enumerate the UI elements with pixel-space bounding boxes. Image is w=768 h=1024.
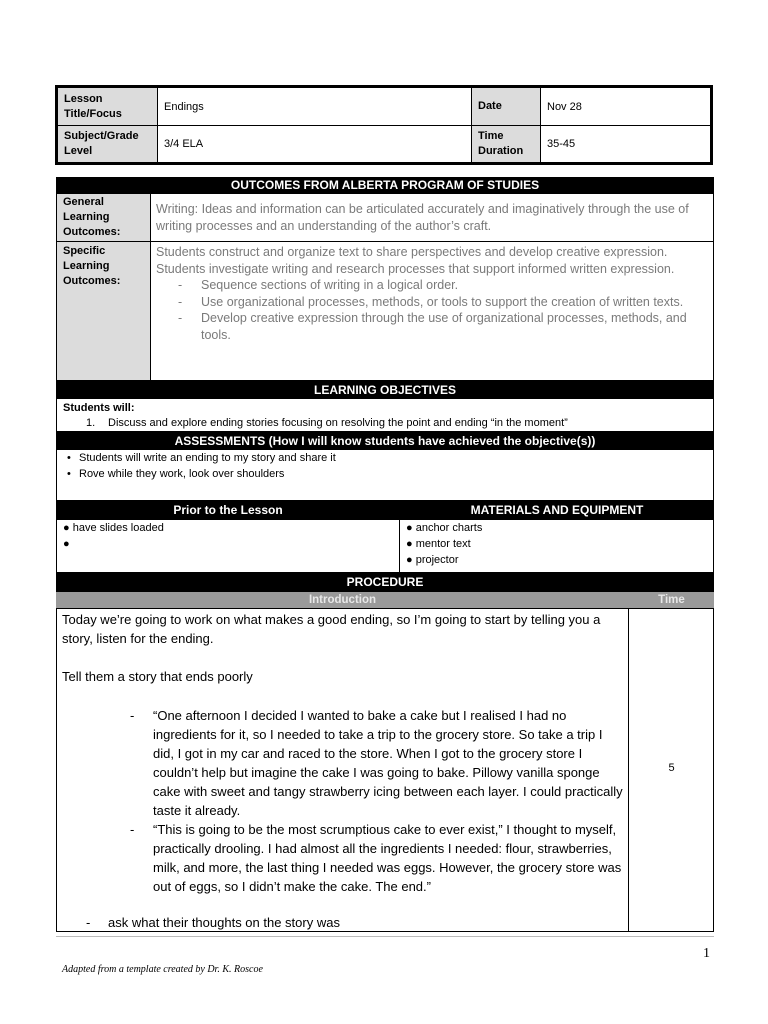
template-credit: Adapted from a template created by Dr. K. Roscoe <box>62 964 263 975</box>
procedure-instruction: Tell them a story that ends poorly <box>62 669 253 684</box>
list-item: - “One afternoon I decided I wanted to bake a cake but I realised I had no ingredients for it, so I needed to take a trip to the grocery store. So take a trip I did, I got in my car and raced to the store. When I got to the grocery store I couldn’t help but imagine the cake I was going to bake. Pillowy vanilla sponge cake with sweet and tangy strawberry icing between each layer. I could practically taste it already. <box>130 708 623 818</box>
dash-marker: - <box>130 708 135 723</box>
page-number: 1 <box>703 946 710 961</box>
materials-list <box>406 520 706 568</box>
dash-marker: - <box>178 311 183 325</box>
list-item: ● mentor text <box>406 538 471 550</box>
list-item: ● have slides loaded <box>63 522 164 534</box>
objective-number: 1. <box>86 417 96 429</box>
objective-item: Discuss and explore ending stories focusing on resolving the point and ending “in the moment” <box>108 417 568 429</box>
dash-marker: - <box>178 294 183 309</box>
prior-lesson-list <box>63 520 393 552</box>
procedure-time-value: 5 <box>668 762 675 774</box>
specific-outcome-line: Students construct and organize text to share perspectives and develop creative expression. <box>156 245 668 259</box>
specific-outcomes-label: Specific Learning Outcomes: <box>57 242 150 380</box>
date-value: Nov 28 <box>547 100 582 113</box>
list-item: ● projector <box>406 554 459 566</box>
bullet-marker: ● <box>406 554 416 566</box>
list-item: Rove while they work, look over shoulders <box>79 468 285 480</box>
specific-outcomes-text <box>156 244 708 343</box>
header-col-divider <box>540 88 541 162</box>
assessments-section-title: ASSESSMENTS (How I will know students have achieved the objective(s)) <box>56 432 714 450</box>
header-col-divider <box>157 88 158 162</box>
objectives-intro: Students will: <box>63 402 135 414</box>
list-item: - Sequence sections of writing in a logical order. <box>178 278 459 292</box>
list-item: ● anchor charts <box>406 522 483 534</box>
list-item <box>63 536 393 552</box>
dash-marker: - <box>130 822 135 837</box>
general-outcomes-label: General Learning Outcomes: <box>57 194 150 241</box>
procedure-opening: Today we’re going to work on what makes a good ending, so I’m going to start by telling you a story, listen for the ending. <box>62 612 601 646</box>
list-item: - Use organizational processes, methods, or tools to support the creation of written texts. <box>178 294 684 309</box>
list-item: - Develop creative expression through the use of organizational processes, methods, and tools. <box>178 311 687 342</box>
bullet-marker: ● <box>63 522 73 534</box>
time-header: Time <box>629 592 714 608</box>
lesson-title-label: Lesson Title/Focus <box>58 88 157 125</box>
header-row-divider <box>58 125 710 126</box>
footer-divider <box>56 936 714 937</box>
outcomes-section-title: OUTCOMES FROM ALBERTA PROGRAM OF STUDIES <box>56 177 714 194</box>
dash-marker: - <box>86 915 91 930</box>
bullet-marker: ● <box>63 538 70 550</box>
story-quotes <box>130 706 623 896</box>
general-outcomes-text: Writing: Ideas and information can be articulated accurately and imaginatively through the use of writing processes and an understanding of the author’s craft. <box>156 202 689 233</box>
dash-marker: - <box>178 278 183 292</box>
header-col-divider <box>471 88 472 162</box>
bullet-marker: ● <box>406 522 416 534</box>
subject-grade-value: 3/4 ELA <box>164 138 204 150</box>
outcomes-col-divider <box>150 241 151 381</box>
time-duration-value: 35-45 <box>547 138 576 150</box>
assessments-list <box>79 450 699 482</box>
introduction-header: Introduction <box>56 592 629 608</box>
specific-outcome-line: Students investigate writing and research processes that support informed written expression. <box>156 261 675 276</box>
time-duration-label: Time Duration <box>472 126 540 162</box>
bullet-marker: ● <box>406 538 416 550</box>
objectives-section-title: LEARNING OBJECTIVES <box>56 381 714 399</box>
materials-title: MATERIALS AND EQUIPMENT <box>470 503 644 517</box>
outcomes-col-divider <box>150 193 151 242</box>
procedure-section-title: PROCEDURE <box>56 573 714 592</box>
prior-materials-divider <box>399 519 400 573</box>
subject-grade-label: Subject/Grade Level <box>58 126 157 162</box>
lesson-title-value: Endings <box>164 100 204 113</box>
date-label: Date <box>472 88 540 125</box>
procedure-followup: ask what their thoughts on the story was <box>108 915 340 930</box>
list-item: Students will write an ending to my story and share it <box>79 452 336 464</box>
prior-lesson-title: Prior to the Lesson <box>173 503 283 517</box>
list-item: - “This is going to be the most scrumptious cake to ever exist,” I thought to myself, practically drooling. I had almost all the ingredients I needed: flour, strawberries, milk, and more, the last thing I needed was eggs. However, the grocery store was out of eggs, so I didn’t make the cake. The end.” <box>130 822 622 894</box>
lesson-header-table <box>55 85 713 165</box>
